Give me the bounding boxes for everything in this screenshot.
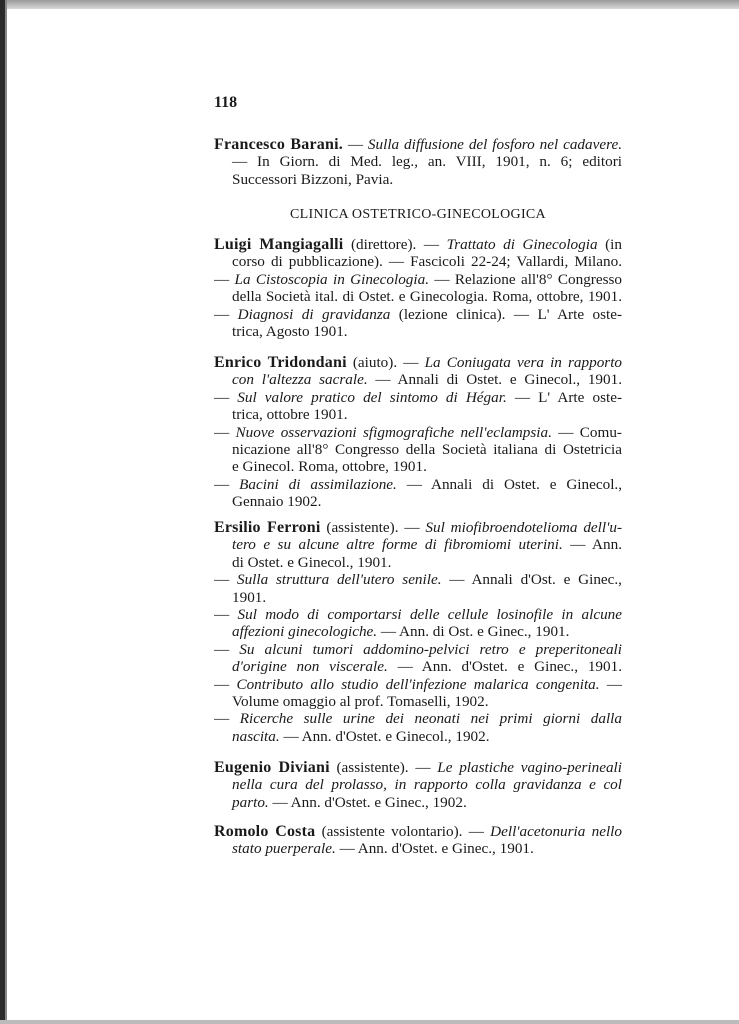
bibliography-line [214, 589, 622, 606]
work-title: d'origine non viscerale. [232, 658, 388, 676]
bibliography-line [214, 536, 622, 553]
bibliography-line [214, 236, 622, 253]
citation-text: 1901. [232, 588, 267, 606]
author-name: Enrico Tridondani [214, 354, 347, 371]
bibliography-line [214, 153, 622, 170]
bibliography-line [214, 253, 622, 270]
work-title: parto. [232, 793, 269, 811]
work-title: Trattato di Ginecologia [446, 236, 598, 253]
bibliography-line [214, 658, 622, 675]
citation-text: — In Giorn. di Med. leg., an. VIII, 1901, n. 6; editori [232, 153, 622, 171]
entry-tridondani [214, 354, 622, 511]
bibliography-line [214, 306, 622, 323]
work-title: Le plastiche vagino-perineali [437, 759, 622, 776]
work-title: Diagnosi di gravidanza [237, 305, 391, 323]
author-name: Luigi Mangiagalli [214, 236, 344, 253]
bibliography-line [214, 823, 622, 840]
bibliography-line [214, 323, 622, 340]
citation-text: (assistente volontario). — [315, 823, 491, 840]
bibliography-line [214, 759, 622, 776]
citation-text: — [214, 640, 240, 658]
work-title: nascita. [232, 727, 280, 745]
work-title: La Cistoscopia in Ginecologia. [234, 270, 430, 288]
citation-text: — [214, 605, 238, 623]
bibliography-line [214, 354, 622, 371]
work-title: Sulla struttura dell'utero senile. [236, 571, 442, 589]
citation-text: — [214, 388, 238, 406]
citation-text: Volume omaggio al prof. Tomaselli, 1902. [232, 692, 489, 710]
bibliography-line [214, 623, 622, 640]
scan-bottom-edge [0, 1020, 739, 1024]
bibliography-line [214, 476, 622, 493]
citation-text: — Annali di Ostet. e Ginecol., [396, 475, 622, 493]
work-title: nella cura del prolasso, in rapporto colla gravidanza e col [232, 776, 622, 794]
work-title: affezioni ginecologiche. [232, 623, 378, 641]
citation-text: — L' Arte oste- [506, 388, 622, 406]
citation-text: nicazione all'8° Congresso della Società italiana di Ostetricia [232, 440, 622, 458]
section-heading: CLINICA OSTETRICO-GINECOLOGICA [290, 207, 546, 222]
citation-text: — Annali d'Ost. e Ginec., [441, 571, 622, 589]
citation-text: — [214, 270, 235, 288]
bibliography-line [214, 441, 622, 458]
author-name: Romolo Costa [214, 823, 316, 840]
bibliography-line [214, 571, 622, 588]
bibliography-line [214, 389, 622, 406]
scan-top-edge [0, 0, 739, 9]
author-name: Francesco Barani. [214, 136, 343, 153]
work-title: Ricerche sulle urine dei neonati nei primi giorni dalla [239, 710, 622, 728]
entry-barani [214, 136, 622, 188]
citation-text: — [214, 423, 236, 441]
bibliography-line [214, 271, 622, 288]
bibliography-line [214, 406, 622, 423]
bibliography-line [214, 136, 622, 153]
bibliography-line [214, 554, 622, 571]
bibliography-line [214, 693, 622, 710]
citation-text: — Ann. di Ost. e Ginec., 1901. [377, 623, 570, 641]
citation-text: — Ann. [562, 536, 622, 554]
page-number: 118 [214, 94, 238, 111]
work-title: Sulla diffusione del fosforo nel cadavere. [367, 136, 622, 153]
bibliography-line [214, 424, 622, 441]
work-title: tero e su alcune altre forme di fibromiomi uterini. [232, 536, 563, 554]
bibliography-line [214, 710, 622, 727]
author-name: Ersilio Ferroni [214, 519, 321, 536]
citation-text: — [214, 675, 237, 693]
scan-left-shadow [5, 0, 7, 1024]
bibliography-line [214, 776, 622, 793]
citation-text: (in [597, 236, 622, 253]
bibliography-line [214, 641, 622, 658]
citation-text: — Ann. d'Ostet. e Ginecol., 1902. [279, 727, 490, 745]
entry-costa [214, 823, 622, 858]
bibliography-line [214, 519, 622, 536]
work-title: Sul miofibroendotelioma dell'u- [425, 519, 622, 536]
bibliography-line [214, 794, 622, 811]
entry-mangiagalli [214, 236, 622, 340]
work-title: Sul valore pratico del sintomo di Hégar. [237, 388, 507, 406]
bibliography-line [214, 728, 622, 745]
citation-text: — Ann. d'Ostet. e Ginec., 1901. [387, 658, 622, 676]
citation-text: trica, Agosto 1901. [232, 322, 348, 340]
bibliography-line [214, 371, 622, 388]
citation-text: (lezione clinica). — L' Arte oste- [390, 305, 622, 323]
bibliography-line [214, 458, 622, 475]
citation-text: (assistente). — [329, 759, 438, 776]
citation-text: — Annali di Ostet. e Ginecol., 1901. [367, 371, 622, 389]
citation-text: — [214, 305, 238, 323]
bibliography-line [214, 840, 622, 857]
bibliography-line [214, 676, 622, 693]
citation-text: e Ginecol. Roma, ottobre, 1901. [232, 458, 427, 476]
citation-text: — Ann. d'Ostet. e Ginec., 1902. [268, 793, 467, 811]
work-title: Nuove osservazioni sfigmografiche nell'eclampsia. [235, 423, 552, 441]
entry-diviani [214, 759, 622, 811]
entry-ferroni [214, 519, 622, 745]
citation-text: — [342, 136, 368, 153]
work-title: stato puerperale. [232, 840, 336, 858]
citation-text: — [214, 710, 240, 728]
work-title: Su alcuni tumori addomino-pelvici retro e preperitoneali [239, 640, 622, 658]
citation-text: corso di pubblicazione). — Fascicoli 22-24; Vallardi, Milano. [232, 253, 622, 271]
work-title: con l'altezza sacrale. [232, 371, 368, 389]
citation-text: (direttore). — [343, 236, 447, 253]
work-title: Bacini di assimilazione. [239, 475, 397, 493]
bibliography-line [214, 493, 622, 510]
work-title: Contributo allo studio dell'infezione malarica congenita. [236, 675, 600, 693]
citation-text: — [214, 475, 240, 493]
citation-text: — [599, 675, 622, 693]
bibliography-line [214, 606, 622, 623]
bibliography-line [214, 171, 622, 188]
citation-text: Gennaio 1902. [232, 493, 322, 511]
citation-text: trica, ottobre 1901. [232, 406, 348, 424]
citation-text: (aiuto). — [346, 354, 425, 371]
work-title: Dell'acetonuria nello [490, 823, 622, 840]
author-name: Eugenio Diviani [214, 759, 330, 776]
citation-text: — Comu- [551, 423, 622, 441]
bibliography-line [214, 288, 622, 305]
citation-text: della Società ital. di Ostet. e Ginecologia. Roma, ottobre, 1901. [232, 288, 622, 306]
citation-text: — [214, 571, 237, 589]
citation-text: (assistente). — [320, 519, 426, 536]
citation-text: Successori Bizzoni, Pavia. [232, 170, 394, 188]
citation-text: di Ostet. e Ginecol., 1901. [232, 553, 392, 571]
citation-text: — Relazione all'8° Congresso [429, 270, 622, 288]
citation-text: — Ann. d'Ostet. e Ginec., 1901. [335, 840, 534, 858]
work-title: Sul modo di comportarsi delle cellule losinofile in alcune [237, 605, 622, 623]
work-title: La Coniugata vera in rapporto [424, 354, 622, 371]
